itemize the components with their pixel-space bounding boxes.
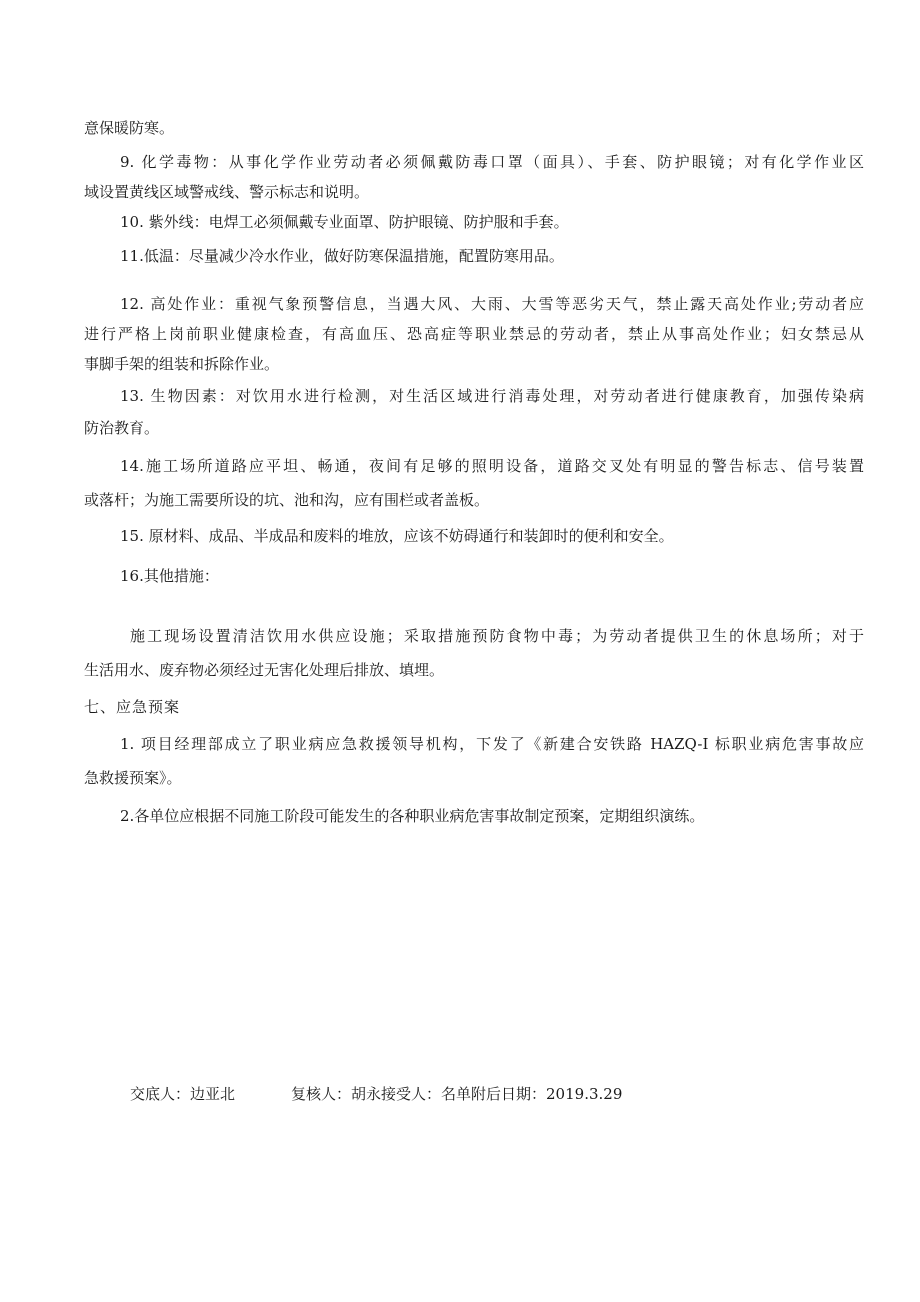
signature-footer: [130, 1084, 622, 1104]
text-line-20: 2.各单位应根据不同施工阶段可能发生的各种职业病危害事故制定预案，定期组织演练。: [120, 807, 705, 825]
text-line-9: 13. 生物因素：对饮用水进行检测，对生活区域进行消毒处理，对劳动者进行健康教育，加强传染病: [120, 387, 864, 405]
text-line-11: 14.施工场所道路应平坦、畅通，夜间有足够的照明设备，道路交叉处有明显的警告标志、信号装置: [120, 457, 864, 475]
text-line-19: 急救援预案》。: [84, 769, 182, 787]
handover-person: 交底人：边亚北: [130, 1085, 236, 1103]
text-line-10: 防治教育。: [84, 419, 160, 437]
text-line-16: 生活用水、废弃物必须经过无害化处理后排放、填埋。: [84, 661, 445, 679]
section-heading: 七、应急预案: [84, 698, 181, 716]
text-line-2: 9. 化学毒物：从事化学作业劳动者必须佩戴防毒口罩（面具）、手套、防护眼镜；对有化学作业区: [120, 153, 864, 171]
text-line-8: 事脚手架的组装和拆除作业。: [84, 355, 280, 373]
text-line-3: 域设置黄线区域警戒线、警示标志和说明。: [84, 183, 370, 201]
text-line-18: 1. 项目经理部成立了职业病应急救援领导机构，下发了《新建合安铁路 HAZQ-I 标职业病危害事故应: [120, 735, 864, 753]
text-line-6: 12. 高处作业：重视气象预警信息，当遇大风、大雨、大雪等恶劣天气，禁止露天高处作业;劳动者应: [120, 295, 864, 313]
text-line-4: 10. 紫外线：电焊工必须佩戴专业面罩、防护眼镜、防护服和手套。: [120, 213, 569, 231]
text-line-13: 15. 原材料、成品、半成品和废料的堆放，应该不妨碍通行和装卸时的便利和安全。: [120, 527, 674, 545]
text-line-12: 或落杆；为施工需要所设的坑、池和沟，应有围栏或者盖板。: [84, 491, 490, 509]
text-line-5: 11.低温：尽量减少冷水作业，做好防寒保温措施，配置防寒用品。: [120, 247, 564, 265]
text-line-1: 意保暖防寒。: [84, 119, 175, 137]
text-line-7: 进行严格上岗前职业健康检查，有高血压、恐高症等职业禁忌的劳动者，禁止从事高处作业；妇女禁忌从: [84, 325, 864, 343]
review-info: 复核人：胡永接受人：名单附后日期：2019.3.29: [291, 1085, 623, 1103]
text-line-14: 16.其他措施：: [120, 567, 219, 585]
text-line-15: 施工现场设置清洁饮用水供应设施；采取措施预防食物中毒；为劳动者提供卫生的休息场所；对于: [130, 627, 864, 645]
